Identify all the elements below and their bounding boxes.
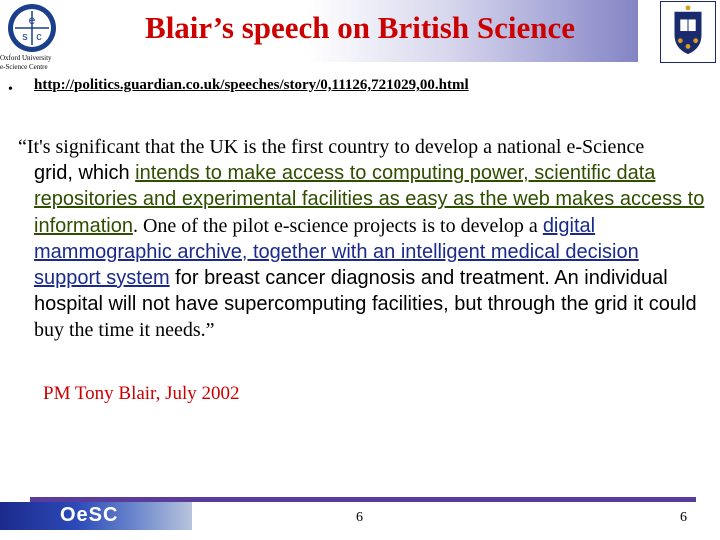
quote-highlight: digital (542, 214, 596, 237)
esc-logo-icon (6, 2, 58, 54)
quote-line: information. One of the pilot e-science projects is to develop a digital (34, 214, 596, 237)
oxford-crest-icon (660, 1, 716, 63)
svg-text:e: e (28, 13, 36, 27)
quote-highlight: mammographic archive, together with an intelligent medical decision (34, 240, 639, 263)
footer-logo-text: OeSC (60, 504, 119, 526)
speech-link[interactable]: http://politics.guardian.co.uk/speeches/story/0,11126,721029,00.html (34, 77, 469, 93)
svg-text:c: c (36, 31, 42, 43)
quote-highlight: intends to make access to computing power, scientific data (135, 162, 656, 185)
org-name: Oxford University e-Science Centre (0, 54, 52, 71)
bullet-icon: • (8, 82, 13, 97)
attribution: PM Tony Blair, July 2002 (43, 383, 240, 404)
svg-text:s: s (22, 31, 28, 43)
speech-quote (18, 134, 718, 344)
quote-highlight: support system (34, 267, 170, 290)
quote-highlight: repositories and experimental facilities as easy as the web makes access to (34, 188, 705, 211)
quote-highlight: information (34, 214, 133, 237)
slide-number: 6 (680, 510, 687, 525)
oesc-footer-logo (0, 502, 192, 530)
quote-line: support system for breast cancer diagnosis and treatment. An individual (34, 267, 668, 290)
quote-line: “It's significant that the UK is the first country to develop a national e-Science (18, 136, 645, 158)
page-number: 6 (356, 510, 363, 525)
quote-line: buy the time it needs.” (34, 319, 215, 342)
slide-title: Blair’s speech on British Science (145, 10, 575, 45)
quote-line: hospital will not have supercomputing facilities, but through the grid it could (34, 293, 697, 316)
quote-line: grid, which intends to make access to computing power, scientific data (34, 162, 656, 185)
